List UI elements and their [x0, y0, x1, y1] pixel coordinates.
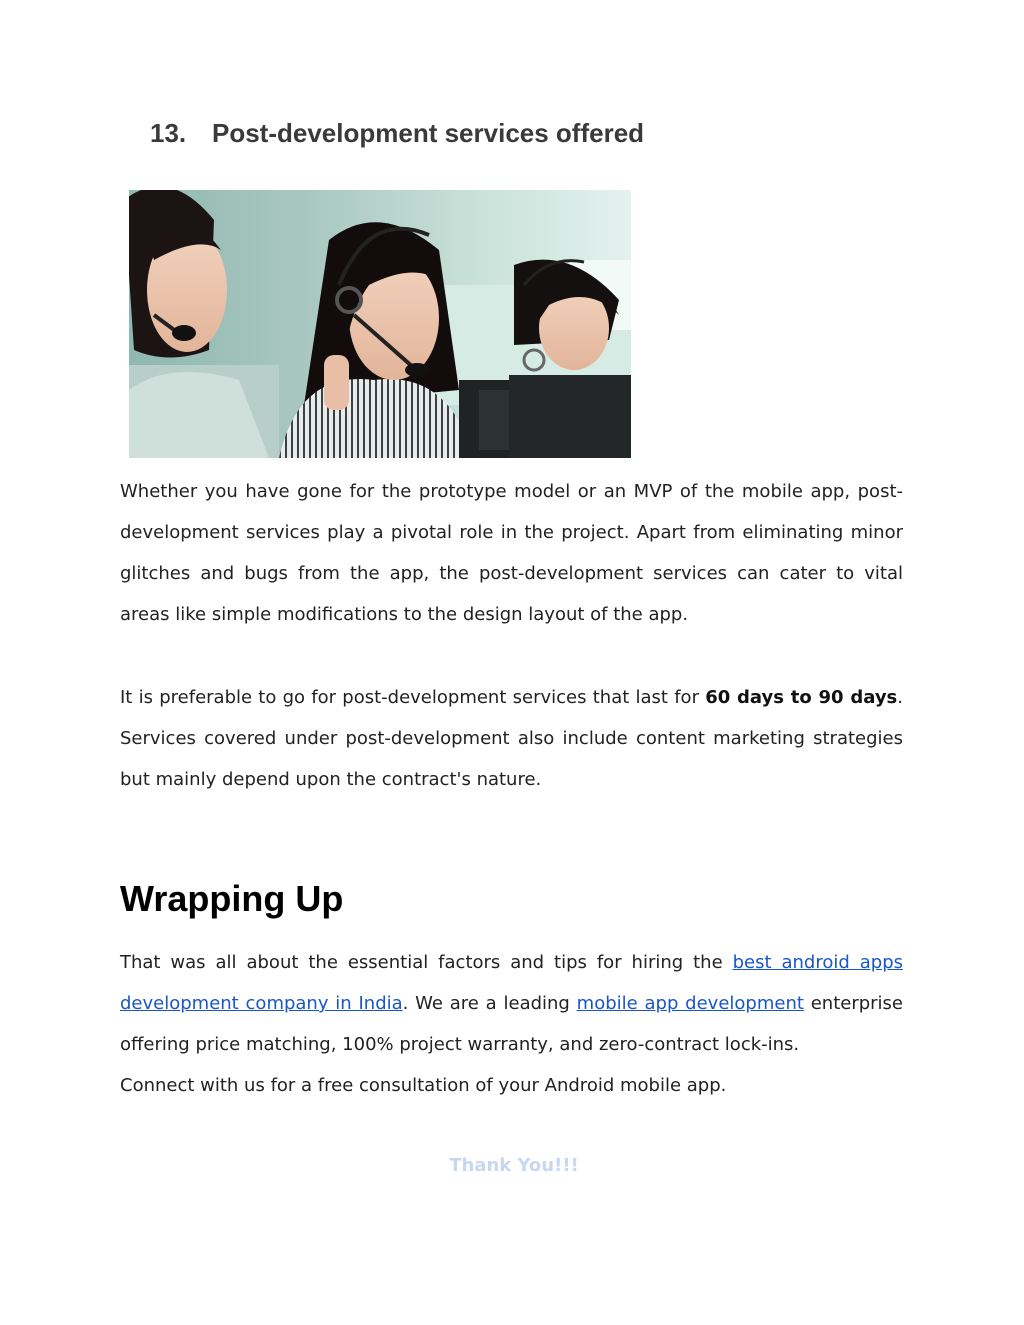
conclusion-text: That was all about the essential factors and tips for hiring the	[120, 952, 733, 973]
section-heading	[150, 118, 644, 149]
paragraph-conclusion	[120, 942, 903, 1106]
paragraph-duration	[120, 677, 903, 800]
paragraph-duration-text: It is preferable to go for post-development services that last for	[120, 687, 706, 708]
section-title: Post-development services offered	[212, 118, 645, 148]
best-android-apps-link[interactable]: best android apps development company in India	[120, 952, 903, 1014]
duration-highlight: 60 days to 90 days	[705, 687, 898, 708]
wrapping-up-heading: Wrapping Up	[120, 878, 344, 919]
mobile-app-development-link[interactable]: mobile app development	[576, 993, 804, 1014]
conclusion-text-2: . We are a leading	[402, 993, 577, 1014]
consultation-text: Connect with us for a free consultation of your Android mobile app.	[120, 1075, 727, 1096]
paragraph-intro: Whether you have gone for the prototype model or an MVP of the mobile app, post-development services play a pivotal role in the project. Apart from eliminating minor glitches and bugs from the app, the post-development services can cater to vital areas like simple modifications to the design layout of the app.	[120, 481, 903, 625]
section-number: 13.	[150, 118, 187, 148]
support-team-photo	[129, 190, 631, 458]
paragraph-duration-rest: . Services covered under post-development also include content marketing strategies but mainly depend upon the contract's nature.	[120, 687, 904, 790]
thank-you-text: Thank You!!!	[449, 1155, 579, 1176]
conclusion-text-3: enterprise offering price matching, 100% project warranty, and zero-contract lock-ins.	[120, 993, 904, 1055]
